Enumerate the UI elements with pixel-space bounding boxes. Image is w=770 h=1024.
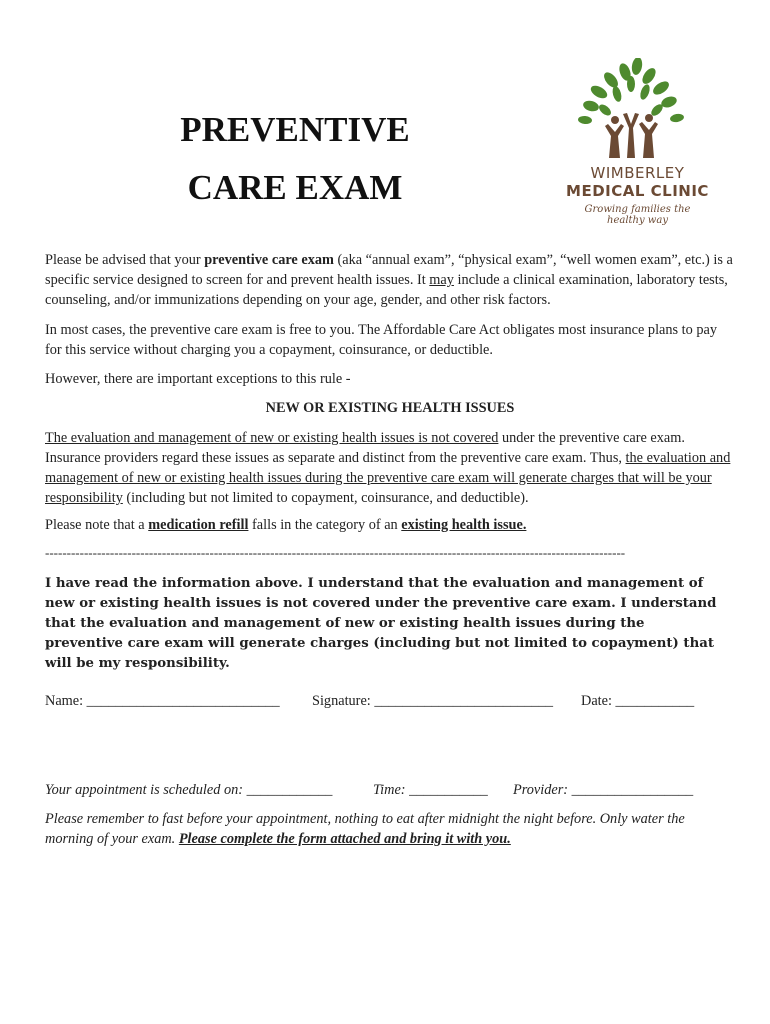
health-issues-paragraph: The evaluation and management of new or existing health issues is not covered under the preventive care exam. Insurance providers regard these issues as separate and distinct from the preventive care exam. Thus, the evaluation and management of new or existing health issues during the preventive care exam will generate charges that will be your responsibility (including but not limited to copayment, coinsurance, and deductible).	[45, 430, 731, 506]
name-field[interactable]: Name: ___________________________	[45, 693, 280, 709]
acknowledgement-statement: I have read the information above. I understand that the evaluation and management of new or existing health issues is not covered under the preventive care exam. I understand that the evaluation and management of new or existing health issues during the preventive care exam will generate charges (including but not limited to copayment) that will be my responsibility.	[45, 576, 717, 671]
tree-trunk-figures	[605, 113, 658, 158]
page-title-line2: CARE EXAM	[187, 168, 403, 207]
appointment-date-field[interactable]: Your appointment is scheduled on: ____________	[45, 782, 333, 798]
refill-note: Please note that a medication refill falls in the category of an existing health issue.	[45, 517, 527, 533]
fasting-instructions: Please remember to fast before your appointment, nothing to eat after midnight the night before. Only water the morning of your exam. Please complete the form attached and bring it with you.	[45, 811, 685, 847]
clinic-tagline: Growing families the healthy way	[584, 204, 691, 226]
page-title-line1: PREVENTIVE	[180, 110, 410, 149]
intro-paragraph: Please be advised that your preventive care exam (aka “annual exam”, “physical exam”, “well women exam”, etc.) is a specific service designed to screen for and prevent health issues. It may include a clinical examination, laboratory tests, counseling, and/or immunizations depending on your age, gender, and other risk factors.	[45, 252, 733, 308]
clinic-logo-tree-icon	[565, 58, 710, 168]
signature-field[interactable]: Signature: _________________________	[312, 693, 554, 709]
exceptions-line: However, there are important exceptions to this rule -	[45, 371, 351, 387]
provider-field[interactable]: Provider: _________________	[513, 782, 694, 798]
appointment-time-field[interactable]: Time: ___________	[373, 782, 488, 798]
clinic-name-line2: MEDICAL CLINIC	[566, 182, 709, 200]
tree-leaves	[578, 58, 685, 125]
clinic-name-line1: WIMBERLEY	[590, 164, 685, 182]
dashed-divider: --------------------------------------------------------------------------------------------------------------------------------------	[45, 545, 626, 560]
date-field[interactable]: Date: ___________	[581, 693, 695, 709]
section-heading: NEW OR EXISTING HEALTH ISSUES	[265, 400, 515, 416]
aca-paragraph: In most cases, the preventive care exam is free to you. The Affordable Care Act obligates most insurance plans to pay for this service without charging you a copayment, coinsurance, or deductible.	[45, 322, 718, 358]
